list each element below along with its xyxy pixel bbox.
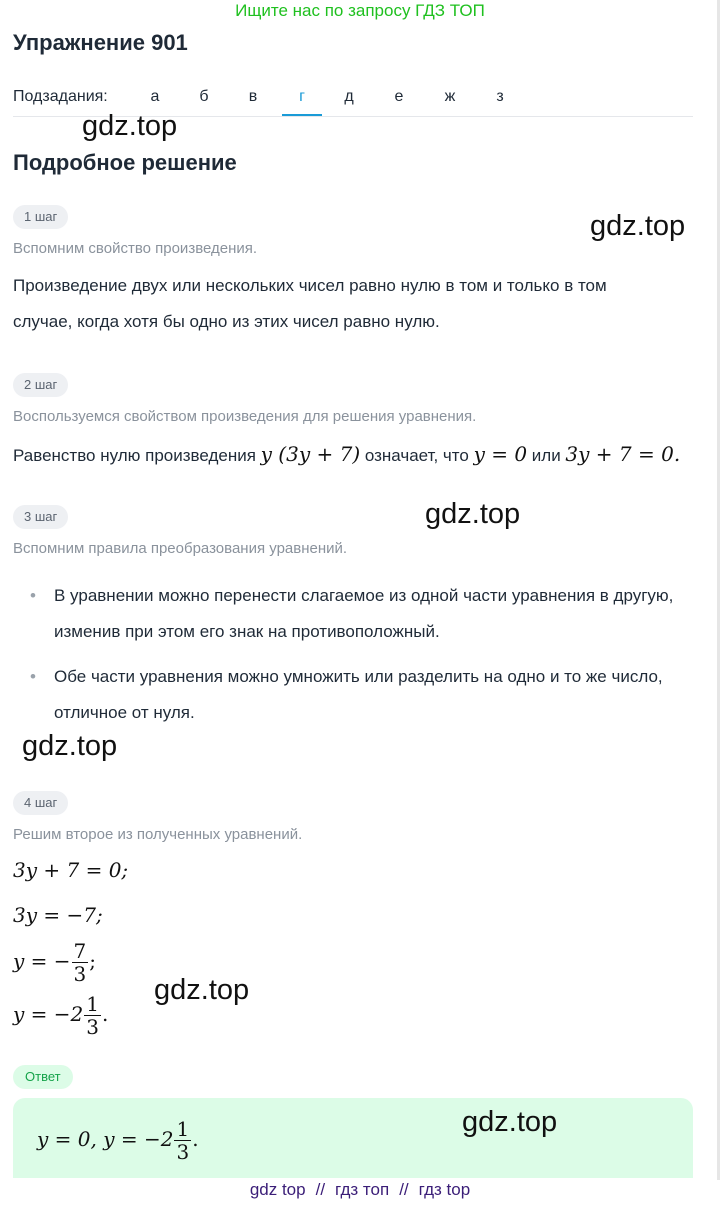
answer-prefix: y = 0, y = −2 xyxy=(37,1127,174,1151)
step-4-eq-3-prefix: y = − xyxy=(13,949,71,973)
answer-suffix: . xyxy=(192,1127,199,1151)
footer-separator: // xyxy=(399,1180,409,1199)
watermark: gdz.top xyxy=(22,730,118,762)
step-2-hint: Воспользуемся свойством произведения для решения уравнения. xyxy=(13,408,477,425)
step-3-bullet-1 xyxy=(30,578,680,650)
watermark: gdz.top xyxy=(462,1106,558,1138)
fraction xyxy=(84,993,101,1038)
solution-title: Подробное решение xyxy=(13,150,237,175)
bullet-dot-icon: • xyxy=(30,586,36,605)
tab-z[interactable]: з xyxy=(496,88,504,105)
tab-e[interactable]: е xyxy=(394,88,404,105)
step-2-text-a: Равенство нулю произведения xyxy=(13,446,261,465)
tab-v[interactable]: в xyxy=(248,88,258,105)
answer-equation xyxy=(37,1118,199,1163)
footer-link-gdz-top-mixed[interactable]: гдз top xyxy=(418,1180,471,1199)
footer-separator: // xyxy=(315,1180,326,1199)
footer-link-gdz-top[interactable]: gdz top xyxy=(249,1180,306,1199)
step-2-math-product: y (3y + 7) xyxy=(260,442,361,466)
watermark: gdz.top xyxy=(425,498,521,530)
step-4-eq-2: 3y = −7; xyxy=(13,903,103,927)
tab-d[interactable]: д xyxy=(344,88,354,105)
bullet-dot-icon: • xyxy=(30,667,36,686)
watermark: gdz.top xyxy=(82,110,178,142)
fraction-denominator: 3 xyxy=(73,962,87,986)
step-3-hint: Вспомним правила преобразования уравнений. xyxy=(13,540,348,557)
answer-box xyxy=(13,1098,693,1178)
step-3-badge: 3 шаг xyxy=(13,505,68,529)
fraction-numerator: 1 xyxy=(176,1117,190,1141)
footer-link-gdz-top-ru[interactable]: гдз топ xyxy=(335,1180,390,1199)
step-4-badge: 4 шаг xyxy=(13,791,68,815)
step-4-hint: Решим второе из полученных уравнений. xyxy=(13,826,303,843)
answer-badge: Ответ xyxy=(13,1065,73,1089)
watermark: gdz.top xyxy=(590,210,686,242)
fraction-denominator: 3 xyxy=(86,1015,99,1039)
step-1-hint: Вспомним свойство произведения. xyxy=(13,240,258,257)
fraction-numerator: 7 xyxy=(73,939,87,963)
step-3-bullet-1-text: В уравнении можно перенести слагаемое из одной части уравнения в другую, изменив при этом его знак на противоположный. xyxy=(54,586,674,641)
fraction-numerator: 1 xyxy=(86,992,99,1016)
step-4-eq-4-prefix: y = −2 xyxy=(13,1002,84,1026)
step-1-text-line-2: случае, когда хотя бы одно из этих чисел равно нулю. xyxy=(13,312,440,331)
tab-g[interactable]: г xyxy=(282,88,322,116)
step-4-eq-3-suffix: ; xyxy=(89,949,97,973)
footer-links xyxy=(0,1180,720,1200)
fraction xyxy=(174,1118,191,1163)
step-4-eq-4-suffix: . xyxy=(102,1002,109,1026)
step-2-math-y-zero: y = 0 xyxy=(473,442,528,466)
step-4-eq-1: 3y + 7 = 0; xyxy=(13,858,129,882)
fraction-denominator: 3 xyxy=(176,1140,190,1164)
step-2-text-c: или xyxy=(527,446,566,465)
search-banner[interactable]: Ищите нас по запросу ГДЗ ТОП xyxy=(235,1,485,20)
step-1-text-line-1: Произведение двух или нескольких чисел равно нулю в том и только в том xyxy=(13,276,607,295)
step-2-math-equation: 3y + 7 = 0. xyxy=(565,442,681,466)
step-1-text xyxy=(13,268,703,340)
fraction xyxy=(72,940,89,985)
watermark: gdz.top xyxy=(154,974,250,1006)
tab-zh[interactable]: ж xyxy=(444,88,456,105)
step-2-text xyxy=(13,436,703,474)
step-2-text-b: означает, что xyxy=(360,446,474,465)
step-4-eq-3 xyxy=(13,940,96,985)
step-3-bullet-2-text: Обе части уравнения можно умножить или разделить на одно и то же число, отличное от нуля. xyxy=(54,667,663,722)
subtasks-label: Подзадания: xyxy=(13,88,108,105)
step-4-eq-4 xyxy=(13,993,108,1038)
tab-a[interactable]: а xyxy=(150,88,160,105)
step-2-badge: 2 шаг xyxy=(13,373,68,397)
tab-b[interactable]: б xyxy=(199,88,209,105)
step-3-bullet-2 xyxy=(30,659,680,731)
exercise-title: Упражнение 901 xyxy=(13,30,188,55)
step-1-badge: 1 шаг xyxy=(13,205,68,229)
